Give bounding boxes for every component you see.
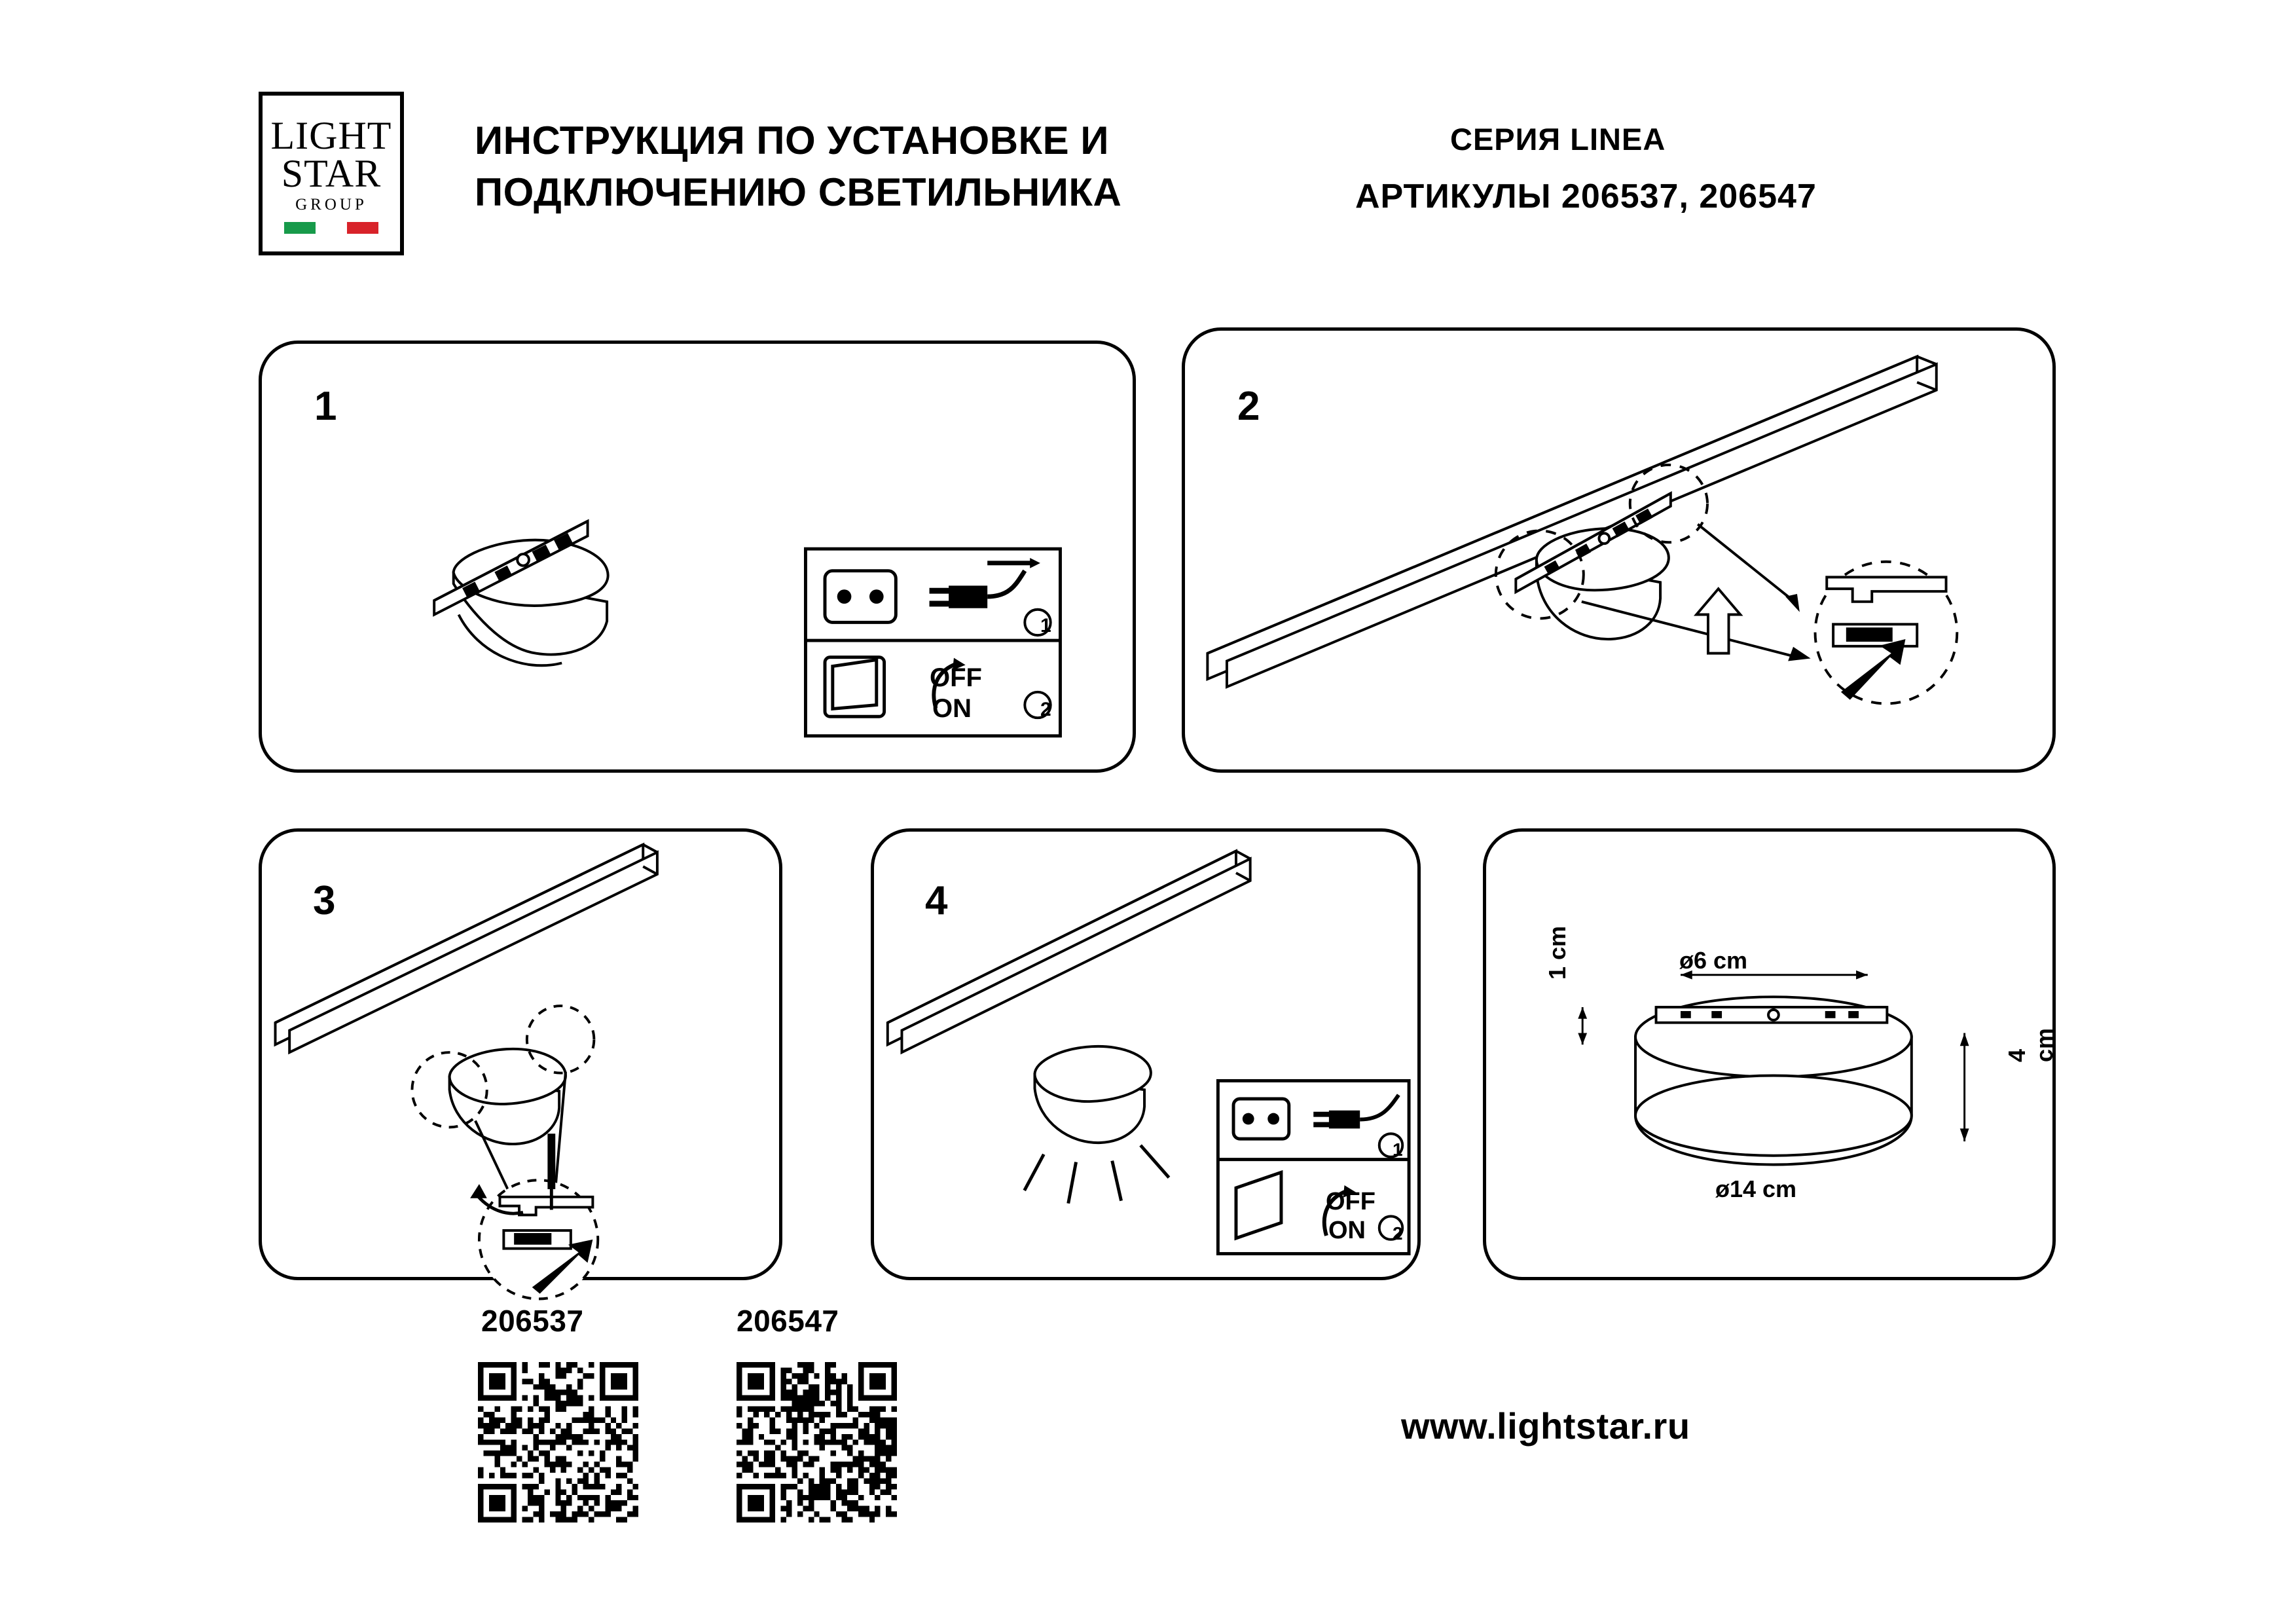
power-icon-box-2 — [1218, 1080, 1409, 1253]
step-number-4: 4 — [925, 878, 948, 923]
dimension-plate-height: 1 cm — [1544, 925, 1571, 980]
series-label: СЕРИЯ LINEA — [1450, 122, 1666, 157]
qr-code-206537 — [478, 1362, 638, 1522]
dimensions-panel — [1483, 828, 2056, 1280]
dimension-body-height: 4 cm — [2003, 1027, 2058, 1062]
step-panel-3 — [259, 828, 782, 1280]
step-panel-4 — [871, 828, 1421, 1280]
qr-code-206547 — [737, 1362, 897, 1522]
logo-line-1: LIGHT — [270, 114, 392, 158]
badge-socket-4: 1 — [1393, 1139, 1403, 1160]
step-1-illustration — [262, 344, 1133, 769]
qr-label-206537: 206537 — [481, 1304, 584, 1338]
step-panel-1 — [259, 341, 1136, 773]
qr-label-206547: 206547 — [737, 1304, 839, 1338]
step-3-illustration — [262, 832, 779, 1277]
dimensions-illustration — [1486, 832, 2052, 1277]
logo-line-2: STAR — [281, 152, 382, 195]
italy-flag-icon — [284, 222, 378, 234]
badge-switch-1: 2 — [1040, 699, 1051, 720]
label-on-4: ON — [1328, 1217, 1366, 1244]
label-on-1: ON — [932, 694, 972, 723]
dimension-top-diameter: ø6 cm — [1679, 947, 1748, 974]
step-panel-2 — [1182, 327, 2056, 773]
badge-socket-1: 1 — [1040, 615, 1051, 637]
badge-switch-4: 2 — [1393, 1223, 1403, 1244]
dimension-bottom-diameter: ø14 cm — [1715, 1175, 1797, 1202]
step-number-3: 3 — [313, 878, 336, 923]
page-title: ИНСТРУКЦИЯ ПО УСТАНОВКЕ И ПОДКЛЮЧЕНИЮ СВЕТИЛЬНИКА — [475, 119, 1122, 215]
articles-label: АРТИКУЛЫ 206537, 206547 — [1355, 177, 1817, 215]
website-url: www.lightstar.ru — [1401, 1405, 1690, 1447]
label-off-4: OFF — [1326, 1188, 1376, 1215]
step-number-1: 1 — [314, 384, 337, 429]
step-2-illustration — [1185, 331, 2052, 769]
step-number-2: 2 — [1237, 384, 1260, 429]
label-off-1: OFF — [930, 663, 982, 692]
brand-logo — [259, 92, 404, 255]
logo-line-3: GROUP — [295, 195, 367, 213]
